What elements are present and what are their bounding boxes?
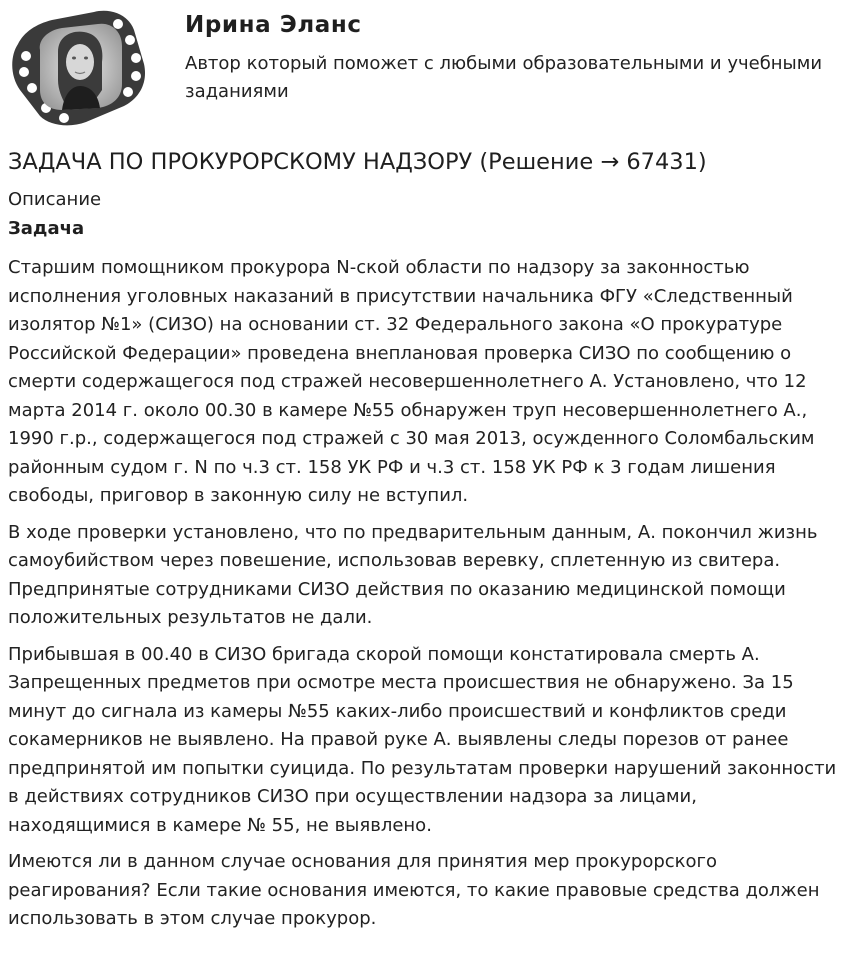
author-description: Автор который поможет с любыми образовательными и учебными заданиями xyxy=(185,53,823,102)
task-heading: Задача xyxy=(8,218,85,239)
task-paragraph: Имеются ли в данном случае основания для принятия мер прокурорского реагирования? Если такие основания имеются, то какие правовые средства должен использовать в этом случае прокурор. xyxy=(8,851,820,929)
task-paragraph: В ходе проверки установлено, что по предварительным данным, А. покончил жизнь самоубийством через повешение, использовав веревку, сплетенную из свитера. Предпринятые сотрудниками СИЗО действия по оказанию медицинской помощи положительных результатов не дали. xyxy=(8,521,818,628)
author-name: Ирина Эланс xyxy=(185,12,362,38)
task-paragraph: Старшим помощником прокурора N-ской области по надзору за законностью исполнения уголовных наказаний в присутствии начальника ФГУ «Следственный изолятор №1» (СИЗО) на основании ст. 32 Федерального закона «О прокуратуре Российской Федерации» проведена внеплановая проверка СИЗО по сообщению о смерти содержащегося под стражей несовершеннолетнего А. Установлено, что 12 марта 2014 г. около 00.30 в камере №55 обнаружен труп несовершеннолетнего А., 1990 г.р., содержащегося под стражей с 30 мая 2013, осужденного Соломбальским районным судом г. N по ч.3 ст. 158 УК РФ и ч.3 ст. 158 УК РФ к 3 годам лишения свободы, приговор в законную силу не вступил. xyxy=(8,257,815,506)
author-avatar xyxy=(6,6,152,128)
task-body xyxy=(8,254,840,942)
page-title: ЗАДАЧА ПО ПРОКУРОРСКОМУ НАДЗОРУ (Решение → 67431) xyxy=(8,149,707,175)
author-card xyxy=(0,0,847,130)
task-paragraph: Прибывшая в 00.40 в СИЗО бригада скорой помощи констатировала смерть А. Запрещенных предметов при осмотре места происшествия не обнаружено. За 15 минут до сигнала из камеры №55 каких-либо происшествий и конфликтов среди сокамерников не выявлено. На правой руке А. выявлены следы порезов от ранее предпринятой им попытки суицида. По результатам проверки нарушений законности в действиях сотрудников СИЗО при осуществлении надзора за лицами, находящимися в камере № 55, не выявлено. xyxy=(8,643,837,836)
section-label-description: Описание xyxy=(8,189,102,210)
